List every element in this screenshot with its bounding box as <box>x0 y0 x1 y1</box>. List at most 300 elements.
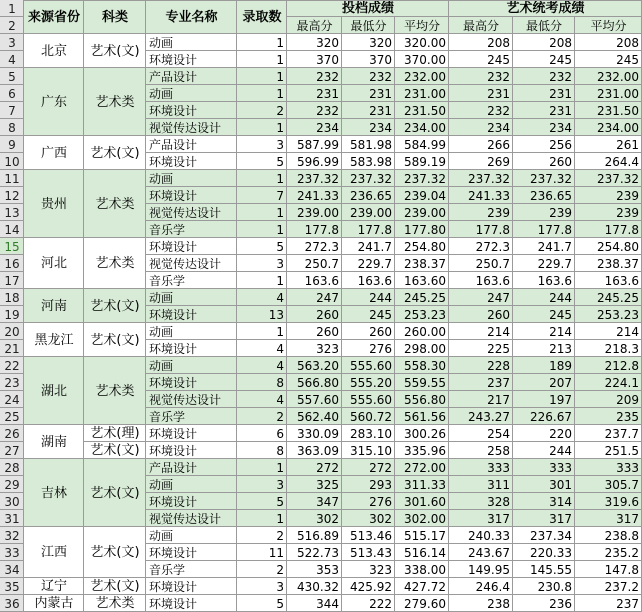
value-cell[interactable]: 515.17 <box>395 527 449 544</box>
value-cell[interactable]: 234 <box>513 119 575 136</box>
value-cell[interactable]: 323 <box>287 340 342 357</box>
row-header[interactable]: 19 <box>0 306 24 323</box>
row-header[interactable]: 16 <box>0 255 24 272</box>
value-cell[interactable]: 5 <box>237 153 287 170</box>
value-cell[interactable]: 260 <box>287 306 342 323</box>
value-cell[interactable]: 232 <box>513 68 575 85</box>
major-cell[interactable]: 动画 <box>146 34 237 51</box>
value-cell[interactable]: 163.60 <box>395 272 449 289</box>
value-cell[interactable]: 237.32 <box>287 170 342 187</box>
row-header[interactable]: 11 <box>0 170 24 187</box>
value-cell[interactable]: 244 <box>342 289 395 306</box>
category-cell[interactable]: 艺术类 <box>84 595 146 612</box>
major-cell[interactable]: 环境设计 <box>146 306 237 323</box>
category-cell[interactable]: 艺术类 <box>84 170 146 238</box>
major-cell[interactable]: 环境设计 <box>146 51 237 68</box>
row-header[interactable]: 6 <box>0 85 24 102</box>
category-cell[interactable]: 艺术类 <box>84 357 146 425</box>
value-cell[interactable]: 272.3 <box>449 238 513 255</box>
value-cell[interactable]: 1 <box>237 170 287 187</box>
value-cell[interactable]: 250.7 <box>449 255 513 272</box>
value-cell[interactable]: 163.6 <box>287 272 342 289</box>
value-cell[interactable]: 177.8 <box>342 221 395 238</box>
value-cell[interactable]: 226.67 <box>513 408 575 425</box>
value-cell[interactable]: 516.89 <box>287 527 342 544</box>
value-cell[interactable]: 5 <box>237 595 287 612</box>
value-cell[interactable]: 2 <box>237 527 287 544</box>
value-cell[interactable]: 225 <box>449 340 513 357</box>
province-cell[interactable]: 北京 <box>24 34 84 68</box>
value-cell[interactable]: 163.6 <box>449 272 513 289</box>
value-cell[interactable]: 302.00 <box>395 510 449 527</box>
value-cell[interactable]: 513.46 <box>342 527 395 544</box>
value-cell[interactable]: 5 <box>237 238 287 255</box>
value-cell[interactable]: 4 <box>237 289 287 306</box>
value-cell[interactable]: 276 <box>342 340 395 357</box>
value-cell[interactable]: 317 <box>449 510 513 527</box>
value-cell[interactable]: 231.50 <box>395 102 449 119</box>
major-cell[interactable]: 动画 <box>146 85 237 102</box>
row-header[interactable]: 30 <box>0 493 24 510</box>
value-cell[interactable]: 272 <box>287 459 342 476</box>
value-cell[interactable]: 234.00 <box>395 119 449 136</box>
major-cell[interactable]: 环境设计 <box>146 442 237 459</box>
category-cell[interactable]: 艺术(文) <box>84 578 146 595</box>
value-cell[interactable]: 245 <box>513 306 575 323</box>
value-cell[interactable]: 370 <box>342 51 395 68</box>
value-cell[interactable]: 231.00 <box>395 85 449 102</box>
value-cell[interactable]: 305.7 <box>575 476 642 493</box>
value-cell[interactable]: 3 <box>237 476 287 493</box>
major-cell[interactable]: 动画 <box>146 170 237 187</box>
value-cell[interactable]: 5 <box>237 493 287 510</box>
value-cell[interactable]: 560.72 <box>342 408 395 425</box>
value-cell[interactable]: 253.23 <box>395 306 449 323</box>
category-cell[interactable]: 艺术类 <box>84 238 146 289</box>
value-cell[interactable]: 239 <box>449 204 513 221</box>
value-cell[interactable]: 301 <box>513 476 575 493</box>
row-header[interactable]: 15 <box>0 238 24 255</box>
province-cell[interactable]: 河南 <box>24 289 84 323</box>
value-cell[interactable]: 237.2 <box>575 578 642 595</box>
value-cell[interactable]: 566.80 <box>287 374 342 391</box>
category-cell[interactable]: 艺术类 <box>84 68 146 136</box>
value-cell[interactable]: 244 <box>513 289 575 306</box>
value-cell[interactable]: 149.95 <box>449 561 513 578</box>
value-cell[interactable]: 243.67 <box>449 544 513 561</box>
value-cell[interactable]: 320 <box>287 34 342 51</box>
value-cell[interactable]: 238.37 <box>395 255 449 272</box>
value-cell[interactable]: 581.98 <box>342 136 395 153</box>
value-cell[interactable]: 232 <box>449 102 513 119</box>
value-cell[interactable]: 177.8 <box>449 221 513 238</box>
value-cell[interactable]: 229.7 <box>342 255 395 272</box>
value-cell[interactable]: 231 <box>342 102 395 119</box>
value-cell[interactable]: 254.80 <box>575 238 642 255</box>
major-cell[interactable]: 动画 <box>146 476 237 493</box>
category-cell[interactable]: 艺术(文) <box>84 34 146 68</box>
value-cell[interactable]: 163.6 <box>342 272 395 289</box>
value-cell[interactable]: 237 <box>449 374 513 391</box>
value-cell[interactable]: 328 <box>449 493 513 510</box>
value-cell[interactable]: 239.00 <box>342 204 395 221</box>
value-cell[interactable]: 513.43 <box>342 544 395 561</box>
major-cell[interactable]: 环境设计 <box>146 102 237 119</box>
value-cell[interactable]: 214 <box>575 323 642 340</box>
row-header[interactable]: 17 <box>0 272 24 289</box>
province-cell[interactable]: 湖北 <box>24 357 84 425</box>
value-cell[interactable]: 207 <box>513 374 575 391</box>
row-header[interactable]: 7 <box>0 102 24 119</box>
value-cell[interactable]: 232 <box>449 68 513 85</box>
value-cell[interactable]: 557.60 <box>287 391 342 408</box>
category-cell[interactable]: 艺术(文) <box>84 442 146 459</box>
value-cell[interactable]: 197 <box>513 391 575 408</box>
category-cell[interactable]: 艺术(文) <box>84 289 146 323</box>
value-cell[interactable]: 237.32 <box>575 170 642 187</box>
row-header[interactable]: 8 <box>0 119 24 136</box>
value-cell[interactable]: 237 <box>575 595 642 612</box>
value-cell[interactable]: 261 <box>575 136 642 153</box>
major-cell[interactable]: 环境设计 <box>146 578 237 595</box>
value-cell[interactable]: 583.98 <box>342 153 395 170</box>
value-cell[interactable]: 222 <box>342 595 395 612</box>
value-cell[interactable]: 245.25 <box>395 289 449 306</box>
value-cell[interactable]: 1 <box>237 119 287 136</box>
row-header[interactable]: 9 <box>0 136 24 153</box>
value-cell[interactable]: 302 <box>287 510 342 527</box>
major-cell[interactable]: 视觉传达设计 <box>146 255 237 272</box>
value-cell[interactable]: 562.40 <box>287 408 342 425</box>
value-cell[interactable]: 231 <box>449 85 513 102</box>
row-header[interactable]: 32 <box>0 527 24 544</box>
value-cell[interactable]: 558.30 <box>395 357 449 374</box>
value-cell[interactable]: 314 <box>513 493 575 510</box>
row-header[interactable]: 25 <box>0 408 24 425</box>
value-cell[interactable]: 293 <box>342 476 395 493</box>
value-cell[interactable]: 246.4 <box>449 578 513 595</box>
value-cell[interactable]: 1 <box>237 51 287 68</box>
major-cell[interactable]: 环境设计 <box>146 595 237 612</box>
value-cell[interactable]: 3 <box>237 255 287 272</box>
value-cell[interactable]: 516.14 <box>395 544 449 561</box>
value-cell[interactable]: 6 <box>237 425 287 442</box>
value-cell[interactable]: 234 <box>287 119 342 136</box>
value-cell[interactable]: 266 <box>449 136 513 153</box>
value-cell[interactable]: 522.73 <box>287 544 342 561</box>
value-cell[interactable]: 209 <box>575 391 642 408</box>
value-cell[interactable]: 584.99 <box>395 136 449 153</box>
category-cell[interactable]: 艺术(文) <box>84 323 146 357</box>
value-cell[interactable]: 145.55 <box>513 561 575 578</box>
value-cell[interactable]: 235 <box>575 408 642 425</box>
value-cell[interactable]: 247 <box>449 289 513 306</box>
value-cell[interactable]: 298.00 <box>395 340 449 357</box>
value-cell[interactable]: 330.09 <box>287 425 342 442</box>
value-cell[interactable]: 555.60 <box>342 391 395 408</box>
row-header[interactable]: 18 <box>0 289 24 306</box>
value-cell[interactable]: 260.00 <box>395 323 449 340</box>
value-cell[interactable]: 189 <box>513 357 575 374</box>
value-cell[interactable]: 317 <box>575 510 642 527</box>
value-cell[interactable]: 177.8 <box>513 221 575 238</box>
value-cell[interactable]: 231 <box>287 85 342 102</box>
value-cell[interactable]: 1 <box>237 221 287 238</box>
value-cell[interactable]: 237.32 <box>449 170 513 187</box>
major-cell[interactable]: 环境设计 <box>146 425 237 442</box>
major-cell[interactable]: 动画 <box>146 323 237 340</box>
value-cell[interactable]: 260 <box>342 323 395 340</box>
value-cell[interactable]: 239.00 <box>287 204 342 221</box>
row-header[interactable]: 22 <box>0 357 24 374</box>
value-cell[interactable]: 319.6 <box>575 493 642 510</box>
value-cell[interactable]: 254 <box>449 425 513 442</box>
value-cell[interactable]: 300.26 <box>395 425 449 442</box>
value-cell[interactable]: 4 <box>237 391 287 408</box>
row-header[interactable]: 34 <box>0 561 24 578</box>
major-cell[interactable]: 产品设计 <box>146 459 237 476</box>
value-cell[interactable]: 4 <box>237 357 287 374</box>
value-cell[interactable]: 232 <box>342 68 395 85</box>
province-cell[interactable]: 黑龙江 <box>24 323 84 357</box>
row-header[interactable]: 10 <box>0 153 24 170</box>
value-cell[interactable]: 427.72 <box>395 578 449 595</box>
value-cell[interactable]: 2 <box>237 408 287 425</box>
value-cell[interactable]: 258 <box>449 442 513 459</box>
value-cell[interactable]: 220 <box>513 425 575 442</box>
province-cell[interactable]: 湖南 <box>24 425 84 459</box>
value-cell[interactable]: 237.32 <box>342 170 395 187</box>
value-cell[interactable]: 587.99 <box>287 136 342 153</box>
value-cell[interactable]: 264.4 <box>575 153 642 170</box>
value-cell[interactable]: 556.80 <box>395 391 449 408</box>
value-cell[interactable]: 338.00 <box>395 561 449 578</box>
value-cell[interactable]: 214 <box>449 323 513 340</box>
value-cell[interactable]: 301.60 <box>395 493 449 510</box>
value-cell[interactable]: 1 <box>237 510 287 527</box>
value-cell[interactable]: 177.8 <box>575 221 642 238</box>
value-cell[interactable]: 232 <box>287 68 342 85</box>
major-cell[interactable]: 环境设计 <box>146 374 237 391</box>
value-cell[interactable]: 333 <box>575 459 642 476</box>
value-cell[interactable]: 234 <box>342 119 395 136</box>
major-cell[interactable]: 产品设计 <box>146 68 237 85</box>
major-cell[interactable]: 环境设计 <box>146 153 237 170</box>
value-cell[interactable]: 3 <box>237 136 287 153</box>
value-cell[interactable]: 237.7 <box>575 425 642 442</box>
value-cell[interactable]: 239.04 <box>395 187 449 204</box>
value-cell[interactable]: 240.33 <box>449 527 513 544</box>
value-cell[interactable]: 232.00 <box>395 68 449 85</box>
major-cell[interactable]: 环境设计 <box>146 493 237 510</box>
value-cell[interactable]: 232.00 <box>575 68 642 85</box>
value-cell[interactable]: 177.80 <box>395 221 449 238</box>
value-cell[interactable]: 241.7 <box>342 238 395 255</box>
row-header[interactable]: 2 <box>0 17 24 34</box>
value-cell[interactable]: 236 <box>513 595 575 612</box>
value-cell[interactable]: 555.60 <box>342 357 395 374</box>
value-cell[interactable]: 232 <box>287 102 342 119</box>
value-cell[interactable]: 228 <box>449 357 513 374</box>
value-cell[interactable]: 238 <box>449 595 513 612</box>
row-header[interactable]: 35 <box>0 578 24 595</box>
value-cell[interactable]: 241.33 <box>287 187 342 204</box>
category-cell[interactable]: 艺术(文) <box>84 527 146 578</box>
value-cell[interactable]: 325 <box>287 476 342 493</box>
value-cell[interactable]: 241.7 <box>513 238 575 255</box>
province-cell[interactable]: 河北 <box>24 238 84 289</box>
value-cell[interactable]: 250.7 <box>287 255 342 272</box>
value-cell[interactable]: 563.20 <box>287 357 342 374</box>
value-cell[interactable]: 320 <box>342 34 395 51</box>
row-header[interactable]: 36 <box>0 595 24 612</box>
value-cell[interactable]: 425.92 <box>342 578 395 595</box>
value-cell[interactable]: 163.6 <box>513 272 575 289</box>
value-cell[interactable]: 208 <box>513 34 575 51</box>
value-cell[interactable]: 229.7 <box>513 255 575 272</box>
value-cell[interactable]: 344 <box>287 595 342 612</box>
value-cell[interactable]: 245 <box>575 51 642 68</box>
value-cell[interactable]: 8 <box>237 442 287 459</box>
value-cell[interactable]: 231 <box>513 102 575 119</box>
value-cell[interactable]: 269 <box>449 153 513 170</box>
value-cell[interactable]: 7 <box>237 187 287 204</box>
value-cell[interactable]: 253.23 <box>575 306 642 323</box>
value-cell[interactable]: 333 <box>449 459 513 476</box>
major-cell[interactable]: 动画 <box>146 289 237 306</box>
value-cell[interactable]: 2 <box>237 102 287 119</box>
major-cell[interactable]: 音乐学 <box>146 221 237 238</box>
major-cell[interactable]: 环境设计 <box>146 340 237 357</box>
row-header[interactable]: 29 <box>0 476 24 493</box>
value-cell[interactable]: 217 <box>449 391 513 408</box>
value-cell[interactable]: 234.00 <box>575 119 642 136</box>
value-cell[interactable]: 163.6 <box>575 272 642 289</box>
value-cell[interactable]: 335.96 <box>395 442 449 459</box>
value-cell[interactable]: 311.33 <box>395 476 449 493</box>
value-cell[interactable]: 245 <box>449 51 513 68</box>
value-cell[interactable]: 260 <box>287 323 342 340</box>
value-cell[interactable]: 1 <box>237 34 287 51</box>
value-cell[interactable]: 315.10 <box>342 442 395 459</box>
value-cell[interactable]: 231.00 <box>575 85 642 102</box>
province-cell[interactable]: 广西 <box>24 136 84 170</box>
value-cell[interactable]: 283.10 <box>342 425 395 442</box>
value-cell[interactable]: 370 <box>287 51 342 68</box>
value-cell[interactable]: 231 <box>342 85 395 102</box>
value-cell[interactable]: 177.8 <box>287 221 342 238</box>
value-cell[interactable]: 2 <box>237 561 287 578</box>
province-cell[interactable]: 贵州 <box>24 170 84 238</box>
major-cell[interactable]: 视觉传达设计 <box>146 391 237 408</box>
value-cell[interactable]: 237.32 <box>395 170 449 187</box>
value-cell[interactable]: 1 <box>237 459 287 476</box>
value-cell[interactable]: 272 <box>342 459 395 476</box>
row-header[interactable]: 1 <box>0 0 24 17</box>
province-cell[interactable]: 内蒙古 <box>24 595 84 612</box>
row-header[interactable]: 31 <box>0 510 24 527</box>
province-cell[interactable]: 辽宁 <box>24 578 84 595</box>
value-cell[interactable]: 237.32 <box>513 170 575 187</box>
value-cell[interactable]: 243.27 <box>449 408 513 425</box>
row-header[interactable]: 20 <box>0 323 24 340</box>
row-header[interactable]: 14 <box>0 221 24 238</box>
category-cell[interactable]: 艺术(文) <box>84 459 146 527</box>
value-cell[interactable]: 272.00 <box>395 459 449 476</box>
value-cell[interactable]: 245 <box>513 51 575 68</box>
value-cell[interactable]: 1 <box>237 85 287 102</box>
major-cell[interactable]: 视觉传达设计 <box>146 204 237 221</box>
row-header[interactable]: 3 <box>0 34 24 51</box>
value-cell[interactable]: 218.3 <box>575 340 642 357</box>
value-cell[interactable]: 596.99 <box>287 153 342 170</box>
value-cell[interactable]: 272.3 <box>287 238 342 255</box>
row-header[interactable]: 26 <box>0 425 24 442</box>
value-cell[interactable]: 254.80 <box>395 238 449 255</box>
major-cell[interactable]: 环境设计 <box>146 544 237 561</box>
value-cell[interactable]: 589.19 <box>395 153 449 170</box>
value-cell[interactable]: 236.65 <box>342 187 395 204</box>
value-cell[interactable]: 323 <box>342 561 395 578</box>
major-cell[interactable]: 动画 <box>146 527 237 544</box>
value-cell[interactable]: 317 <box>513 510 575 527</box>
row-header[interactable]: 28 <box>0 459 24 476</box>
value-cell[interactable]: 333 <box>513 459 575 476</box>
category-cell[interactable]: 艺术(文) <box>84 136 146 170</box>
value-cell[interactable]: 236.65 <box>513 187 575 204</box>
value-cell[interactable]: 430.32 <box>287 578 342 595</box>
value-cell[interactable]: 347 <box>287 493 342 510</box>
value-cell[interactable]: 3 <box>237 578 287 595</box>
row-header[interactable]: 27 <box>0 442 24 459</box>
value-cell[interactable]: 239.00 <box>395 204 449 221</box>
row-header[interactable]: 4 <box>0 51 24 68</box>
value-cell[interactable]: 230.8 <box>513 578 575 595</box>
value-cell[interactable]: 238.37 <box>575 255 642 272</box>
major-cell[interactable]: 视觉传达设计 <box>146 119 237 136</box>
major-cell[interactable]: 产品设计 <box>146 136 237 153</box>
value-cell[interactable]: 213 <box>513 340 575 357</box>
value-cell[interactable]: 214 <box>513 323 575 340</box>
value-cell[interactable]: 241.33 <box>449 187 513 204</box>
row-header[interactable]: 23 <box>0 374 24 391</box>
value-cell[interactable]: 256 <box>513 136 575 153</box>
value-cell[interactable]: 4 <box>237 340 287 357</box>
value-cell[interactable]: 279.60 <box>395 595 449 612</box>
row-header[interactable]: 12 <box>0 187 24 204</box>
value-cell[interactable]: 245 <box>342 306 395 323</box>
value-cell[interactable]: 239 <box>575 187 642 204</box>
value-cell[interactable]: 238.8 <box>575 527 642 544</box>
row-header[interactable]: 33 <box>0 544 24 561</box>
value-cell[interactable]: 8 <box>237 374 287 391</box>
value-cell[interactable]: 231 <box>513 85 575 102</box>
row-header[interactable]: 21 <box>0 340 24 357</box>
row-header[interactable]: 13 <box>0 204 24 221</box>
value-cell[interactable]: 224.1 <box>575 374 642 391</box>
value-cell[interactable]: 208 <box>449 34 513 51</box>
value-cell[interactable]: 251.5 <box>575 442 642 459</box>
value-cell[interactable]: 276 <box>342 493 395 510</box>
value-cell[interactable]: 239 <box>513 204 575 221</box>
value-cell[interactable]: 239 <box>575 204 642 221</box>
value-cell[interactable]: 555.20 <box>342 374 395 391</box>
value-cell[interactable]: 1 <box>237 68 287 85</box>
value-cell[interactable]: 244 <box>513 442 575 459</box>
major-cell[interactable]: 环境设计 <box>146 238 237 255</box>
category-cell[interactable]: 艺术(理) <box>84 425 146 442</box>
value-cell[interactable]: 235.2 <box>575 544 642 561</box>
